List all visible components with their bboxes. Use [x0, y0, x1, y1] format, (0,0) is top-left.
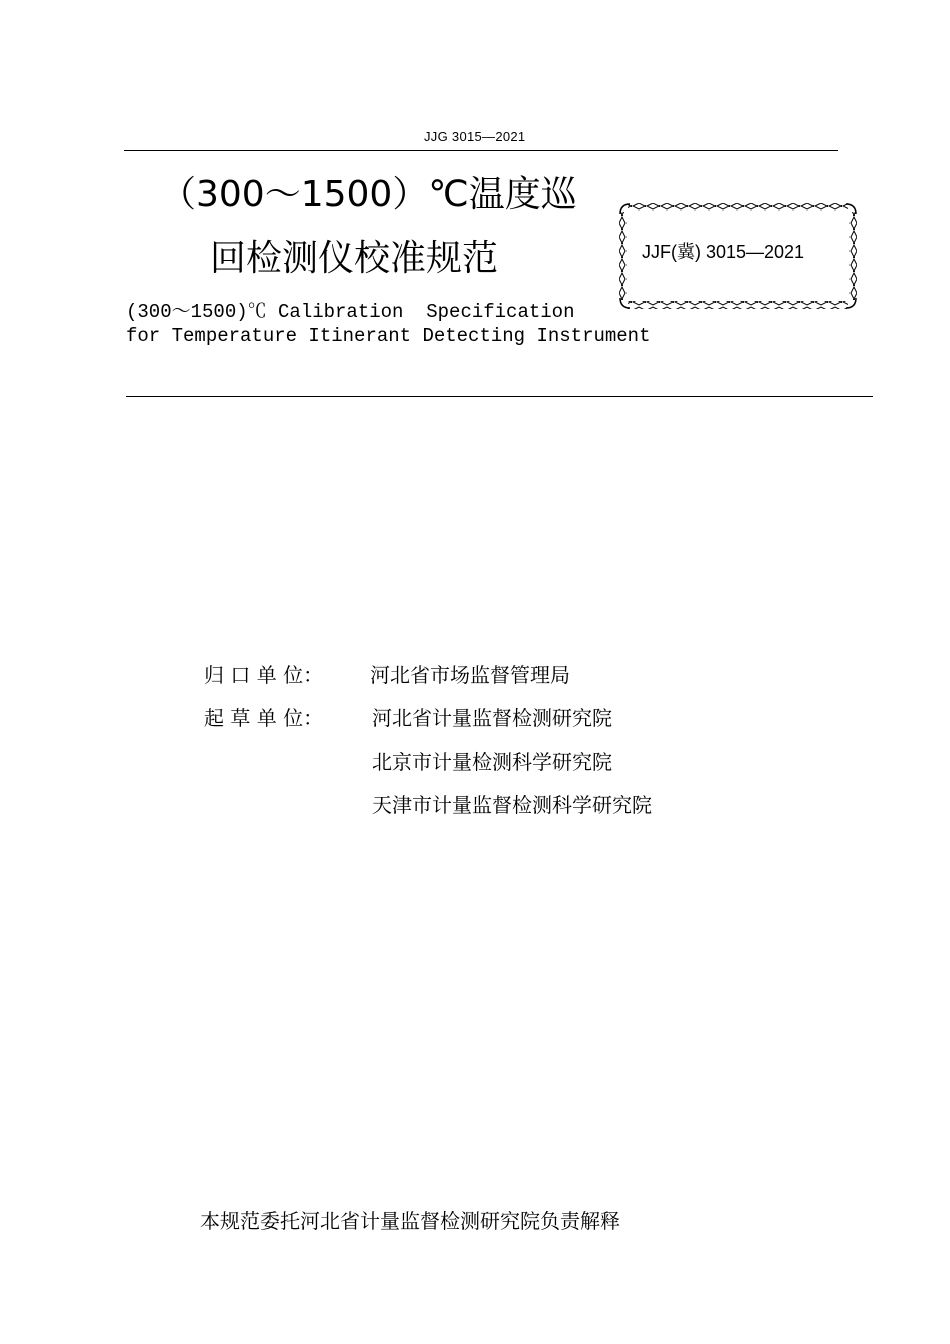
- title-line-1: （300～1500）℃温度巡: [160, 174, 577, 215]
- drafting-unit-label: 起 草 单 位：: [204, 706, 324, 730]
- responsible-unit: 河北省市场监督管理局: [370, 663, 570, 687]
- title-line-2: 回检测仪校准规范: [210, 238, 499, 279]
- drafting-unit-3: 天津市计量监督检测科学研究院: [372, 793, 652, 817]
- standard-code: JJF(冀) 3015—2021: [642, 242, 805, 262]
- english-title-line-1: (300～1500)℃ Calibration Specification: [126, 301, 575, 323]
- responsible-unit-label: 归 口 单 位：: [204, 663, 324, 687]
- interpretation-note: 本规范委托河北省计量监督检测研究院负责解释: [200, 1209, 620, 1233]
- drafting-unit-2: 北京市计量检测科学研究院: [372, 750, 612, 774]
- section-rule: [126, 396, 873, 397]
- header-rule: [124, 150, 838, 151]
- english-title-line-2: for Temperature Itinerant Detecting Instrument: [126, 325, 651, 347]
- drafting-unit-1: 河北省计量监督检测研究院: [372, 706, 612, 730]
- header-standard-code: JJG 3015—2021: [424, 129, 526, 144]
